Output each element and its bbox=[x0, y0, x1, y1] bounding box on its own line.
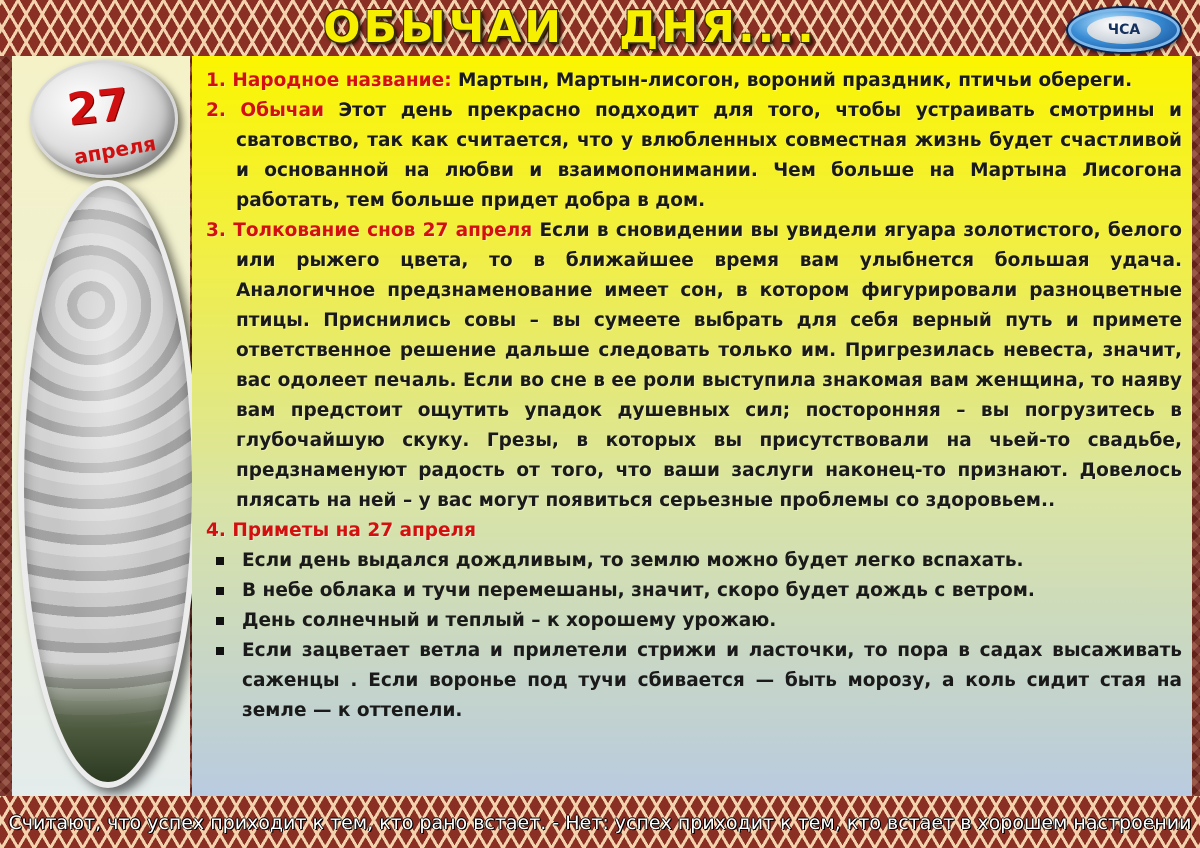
section-number: 2. bbox=[206, 100, 226, 121]
bullet-square-icon bbox=[216, 647, 224, 655]
section-number: 3. bbox=[206, 220, 226, 241]
section-text: Если в сновидении вы увидели ягуара золотистого, белого или рыжего цвета, то в ближайшее время вам улыбнется большая удача. Аналогичное предзнаменование имеет сон, в котором фигурировали разноцветные птицы. Приснились совы – вы сумеете выбрать для себя верный путь и примете ответственное решение дальше следовать только им. Пригрезилась невеста, значит, вас одолеет печаль. Если во сне в ее роли выступила знакомая вам женщина, то наяву вам предстоит ощутить упадок душевных сил; посторонняя – вы погрузитесь в глубочайшую скуку. Грезы, в которых вы присутствовали на чьей-то свадьбе, предзнаменуют радость от того, что ваши заслуги наконец-то признают. Довелось плясать на ней – у вас могут появиться серьезные проблемы со здоровьем.. bbox=[236, 220, 1182, 511]
omen-text: Если день выдался дождливым, то землю можно будет легко вспахать. bbox=[242, 550, 1024, 571]
bullet-square-icon bbox=[216, 557, 224, 565]
omen-text: День солнечный и теплый – к хорошему урожаю. bbox=[242, 610, 777, 631]
section-heading: Приметы на 27 апреля bbox=[232, 520, 476, 541]
date-month: апреля bbox=[72, 131, 158, 169]
footer-quote: Считают, что успех приходит к тем, кто рано встает. - Нет: успех приходит к тем, кто встает в хорошем настроении bbox=[8, 812, 1192, 834]
omen-text: Если зацветает ветла и прилетели стрижи и ласточки, то пора в садах высаживать саженцы . Если воронье под тучи сбивается — быть морозу, а коль сидит стая на земле — к оттепели. bbox=[242, 640, 1182, 721]
date-day: 27 bbox=[64, 78, 132, 137]
section-customs bbox=[206, 96, 1182, 216]
omens-list bbox=[206, 546, 1182, 726]
section-names bbox=[206, 66, 1182, 96]
section-number: 4. bbox=[206, 520, 226, 541]
content-panel bbox=[192, 56, 1192, 796]
list-item bbox=[206, 636, 1182, 726]
list-item bbox=[206, 576, 1182, 606]
section-dreams bbox=[206, 216, 1182, 516]
section-text: Мартын, Мартын-лисогон, вороний праздник, птичьи обереги. bbox=[451, 70, 1133, 91]
tree-silhouettes bbox=[24, 662, 192, 782]
section-heading: Народное название: bbox=[232, 70, 452, 91]
page-title: ОБЫЧАИ ДНЯ.... bbox=[323, 2, 817, 53]
section-omens bbox=[206, 516, 1182, 546]
clouds-photo bbox=[18, 180, 198, 788]
channel-logo bbox=[1066, 6, 1182, 54]
section-text: Этот день прекрасно подходит для того, чтобы устраивать смотрины и сватовство, так как считается, что у влюбленных совместная жизнь будет счастливой и основанной на любви и взаимопонимании. Чем больше на Мартына Лисогона работать, тем больше придет добра в дом. bbox=[236, 100, 1182, 211]
section-heading: Толкование снов 27 апреля bbox=[233, 220, 533, 241]
section-heading: Обычаи bbox=[240, 100, 324, 121]
list-item bbox=[206, 546, 1182, 576]
channel-logo-text: ЧСА bbox=[1087, 16, 1161, 44]
bullet-square-icon bbox=[216, 617, 224, 625]
list-item bbox=[206, 606, 1182, 636]
omen-text: В небе облака и тучи перемешаны, значит, скоро будет дождь с ветром. bbox=[242, 580, 1035, 601]
section-number: 1. bbox=[206, 70, 226, 91]
bullet-square-icon bbox=[216, 587, 224, 595]
